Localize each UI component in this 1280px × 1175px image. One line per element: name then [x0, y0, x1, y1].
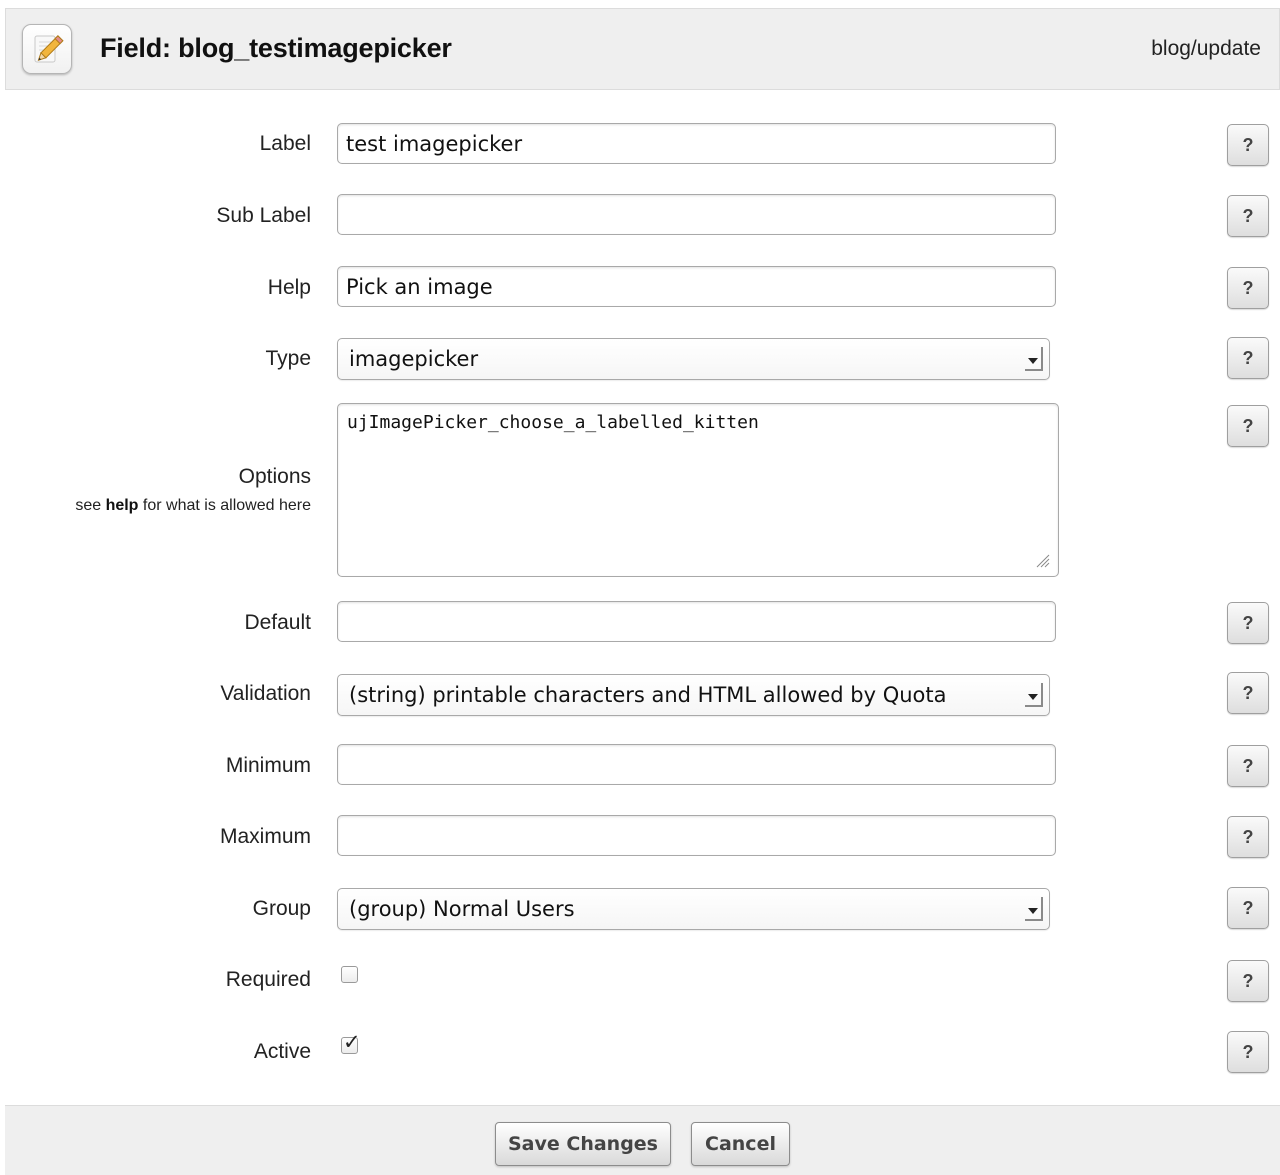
label-input[interactable] — [337, 123, 1056, 164]
help-button-validation[interactable]: ? — [1227, 672, 1269, 714]
required-field-label: Required — [225, 968, 311, 991]
chevron-down-icon — [1025, 347, 1043, 371]
chevron-down-icon — [1025, 683, 1043, 707]
group-select-value: (group) Normal Users — [349, 897, 575, 921]
save-changes-button[interactable]: Save Changes — [495, 1122, 671, 1166]
maximum-input[interactable] — [337, 815, 1056, 856]
default-field-label: Default — [244, 611, 311, 634]
options-hint-help-link: help — [105, 497, 139, 514]
help-button-minimum[interactable]: ? — [1227, 745, 1269, 787]
help-button-active[interactable]: ? — [1227, 1031, 1269, 1073]
validation-select-value: (string) printable characters and HTML allowed by Quota — [349, 683, 947, 707]
type-field-label: Type — [265, 347, 311, 370]
help-field-label: Help — [267, 276, 311, 299]
help-button-type[interactable]: ? — [1227, 337, 1269, 379]
options-field-label: Options — [238, 465, 311, 488]
cancel-button[interactable]: Cancel — [691, 1122, 790, 1166]
help-input[interactable] — [337, 266, 1056, 307]
page-header — [5, 8, 1280, 90]
help-button-help[interactable]: ? — [1227, 267, 1269, 309]
active-checkbox[interactable] — [341, 1030, 361, 1054]
help-button-group[interactable]: ? — [1227, 887, 1269, 929]
help-button-label[interactable]: ? — [1227, 124, 1269, 166]
label-field-label: Label — [259, 132, 311, 155]
checkmark-icon: ✓ — [343, 1030, 361, 1054]
group-select[interactable] — [337, 888, 1050, 930]
required-checkbox[interactable] — [341, 966, 358, 983]
sub-label-field-label: Sub Label — [216, 204, 311, 227]
validation-select[interactable] — [337, 674, 1050, 716]
options-hint — [75, 497, 311, 515]
page-title: Field: blog_testimagepicker — [100, 33, 452, 63]
minimum-input[interactable] — [337, 744, 1056, 785]
type-select-value: imagepicker — [349, 347, 479, 371]
options-hint-suffix: for what is allowed here — [142, 497, 311, 514]
help-button-default[interactable]: ? — [1227, 602, 1269, 644]
default-input[interactable] — [337, 601, 1056, 642]
options-textarea[interactable] — [337, 403, 1059, 577]
form-footer — [5, 1105, 1280, 1175]
resize-grip-icon[interactable] — [1034, 552, 1050, 568]
active-field-label: Active — [253, 1040, 311, 1063]
validation-field-label: Validation — [220, 682, 311, 705]
minimum-field-label: Minimum — [225, 754, 311, 777]
options-hint-prefix: see — [75, 497, 102, 514]
sub-label-input[interactable] — [337, 194, 1056, 235]
help-button-options[interactable]: ? — [1227, 405, 1269, 447]
maximum-field-label: Maximum — [219, 825, 311, 848]
route-path: blog/update — [1151, 37, 1261, 60]
pencil-edit-icon — [22, 24, 72, 74]
help-button-maximum[interactable]: ? — [1227, 816, 1269, 858]
help-button-required[interactable]: ? — [1227, 960, 1269, 1002]
type-select[interactable] — [337, 338, 1050, 380]
help-button-sub-label[interactable]: ? — [1227, 195, 1269, 237]
chevron-down-icon — [1025, 897, 1043, 921]
group-field-label: Group — [252, 897, 311, 920]
